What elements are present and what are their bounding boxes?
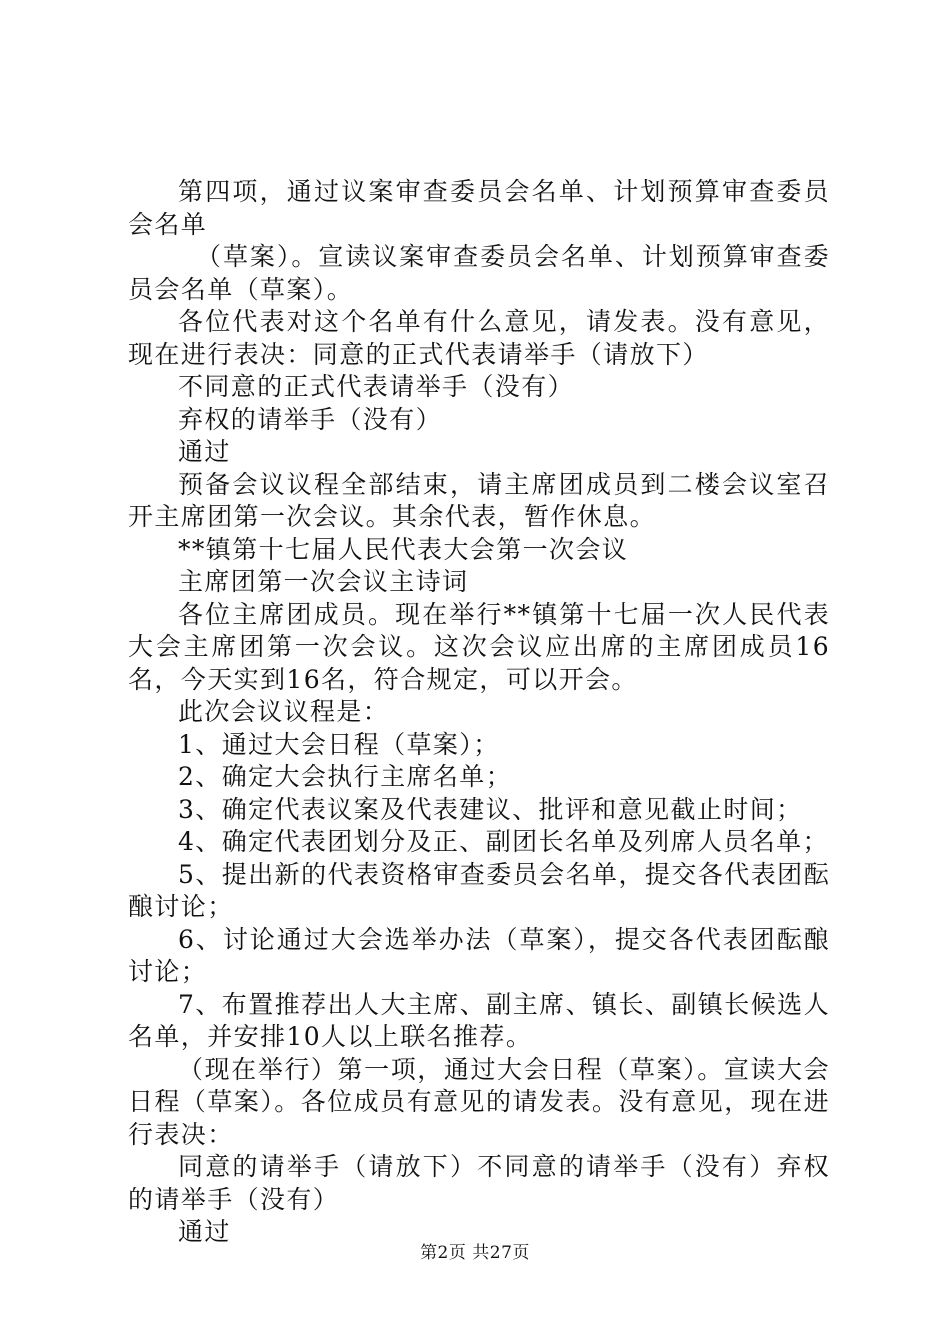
paragraph: 预备会议议程全部结束，请主席团成员到二楼会议室召开主席团第一次会议。其余代表，暂作休息。 [128, 469, 830, 531]
agenda-item: 4、确定代表团划分及正、副团长名单及列席人员名单； [178, 827, 829, 856]
paragraph: 不同意的正式代表请举手（没有） [178, 372, 575, 401]
paragraph: 通过 [178, 437, 231, 466]
paragraph: 各位代表对这个名单有什么意见，请发表。没有意见，现在进行表决：同意的正式代表请举手（请放下） [128, 307, 830, 369]
section-heading: **镇第十七届人民代表大会第一次会议 [178, 534, 629, 564]
paragraph: 通过 [178, 1217, 231, 1246]
section-subheading: 主席团第一次会议主诗词 [178, 567, 469, 596]
agenda-item: 5、提出新的代表资格审查委员会名单，提交各代表团酝酿讨论； [128, 859, 830, 921]
paragraph: 各位主席团成员。现在举行**镇第十七届一次人民代表大会主席团第一次会议。这次会议应出席的主席团成员16名，今天实到16名，符合规定，可以开会。 [128, 599, 830, 694]
paragraph: （草案）。宣读议案审查委员会名单、计划预算审查委员会名单（草案）。 [128, 242, 830, 304]
agenda-item: 7、布置推荐出人大主席、副主席、镇长、副镇长候选人名单，并安排10人以上联名推荐。 [128, 989, 830, 1051]
paragraph: （现在举行）第一项，通过大会日程（草案）。宣读大会日程（草案）。各位成员有意见的请发表。没有意见，现在进行表决： [128, 1054, 830, 1149]
agenda-item: 1、通过大会日程（草案）； [178, 729, 500, 759]
agenda-item: 6、讨论通过大会选举办法（草案），提交各代表团酝酿讨论； [128, 924, 830, 986]
page-number: 第2页 共27页 [420, 1243, 530, 1263]
agenda-item: 2、确定大会执行主席名单； [178, 762, 513, 791]
paragraph: 弃权的请举手（没有） [178, 404, 443, 434]
paragraph: 第四项，通过议案审查委员会名单、计划预算审查委员会名单 [128, 177, 830, 239]
agenda-item: 3、确定代表议案及代表建议、批评和意见截止时间； [178, 794, 803, 824]
paragraph: 同意的请举手（请放下）不同意的请举手（没有）弃权的请举手（没有） [128, 1152, 830, 1214]
document-body [128, 176, 830, 1249]
paragraph: 此次会议议程是： [178, 697, 390, 726]
